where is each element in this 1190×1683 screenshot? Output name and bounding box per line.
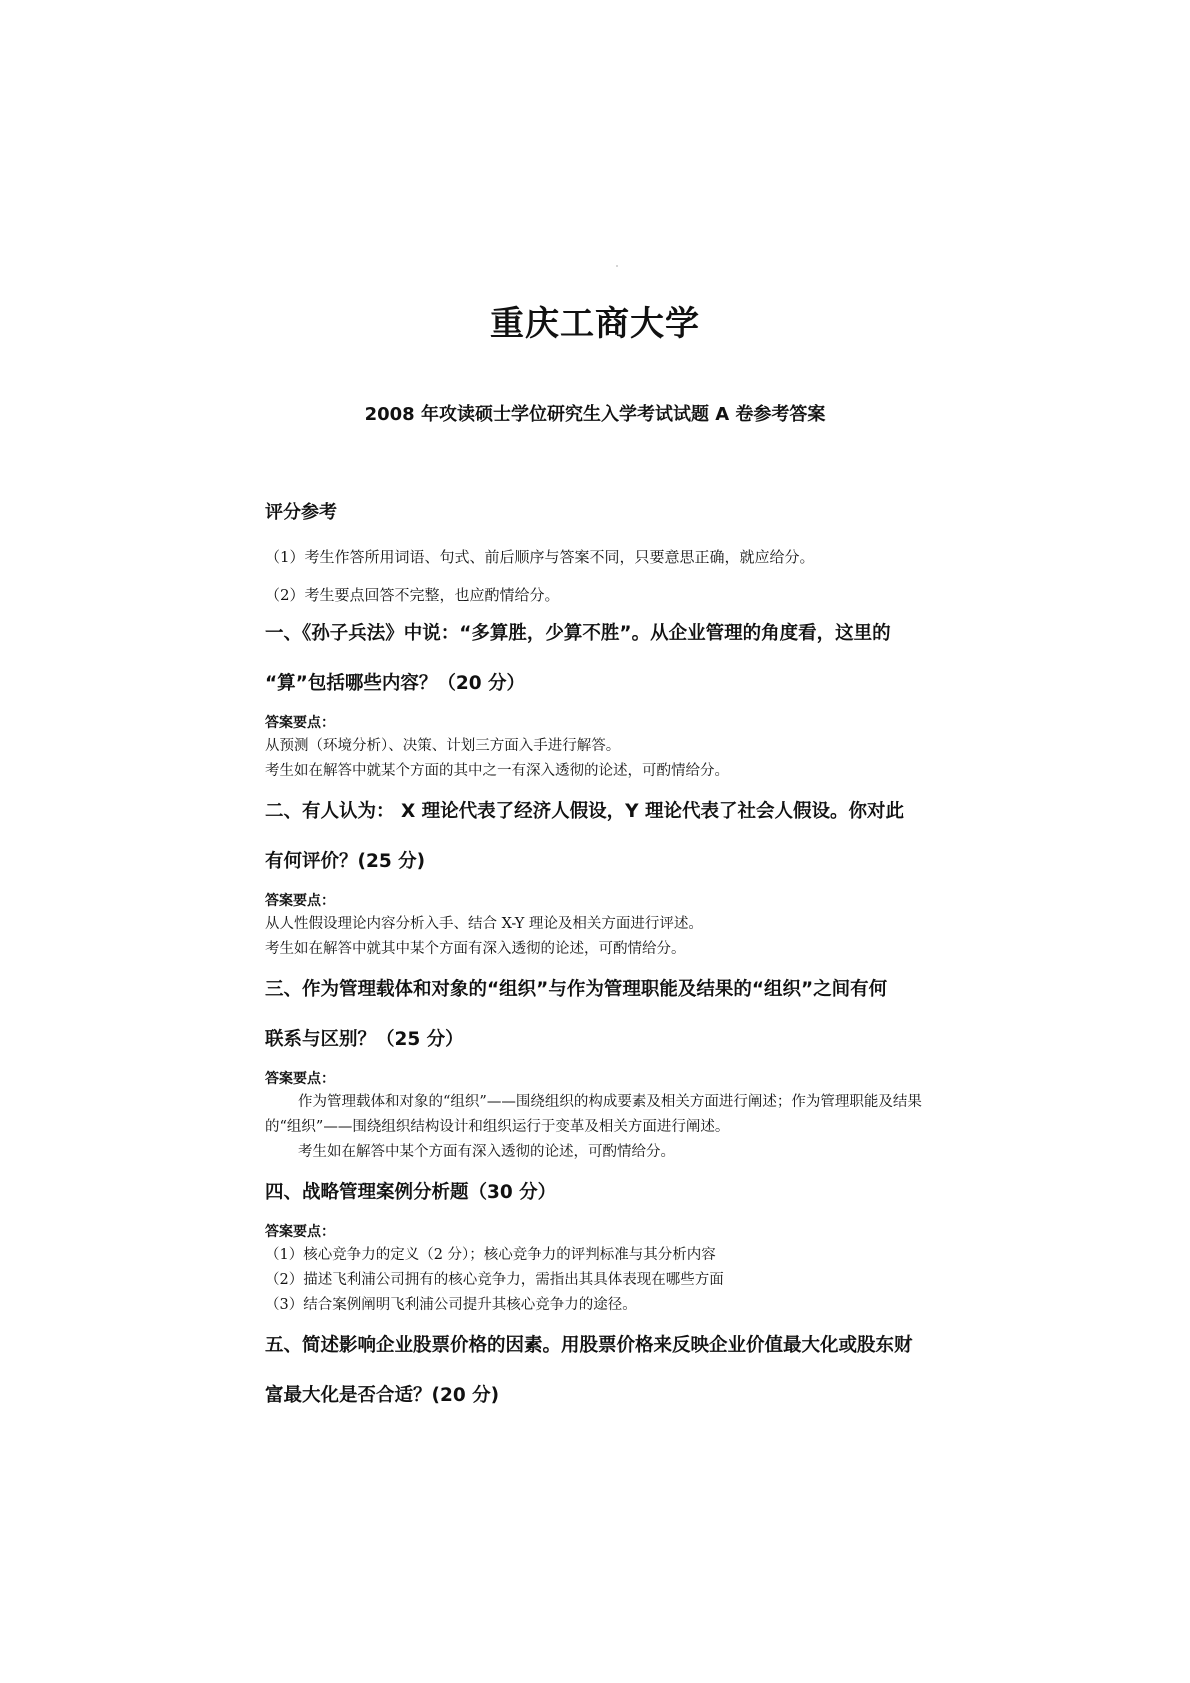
answer-4 xyxy=(265,1221,945,1318)
answer-3 xyxy=(265,1068,945,1165)
question-3-title: 三、作为管理载体和对象的“组织”与作为管理职能及结果的“组织”之间有何 xyxy=(265,979,888,1000)
answer-text: 考生如在解答中某个方面有深入透彻的论述，可酌情给分。 xyxy=(298,1144,675,1160)
question-5-title-cont: 富最大化是否合适？(20 分) xyxy=(265,1385,500,1406)
grading-note: （2）考生要点回答不完整，也应酌情给分。 xyxy=(265,586,560,604)
answer-text: （3）结合案例阐明飞利浦公司提升其核心竞争力的途径。 xyxy=(265,1297,637,1313)
exam-title: 2008 年攻读硕士学位研究生入学考试试题 A 卷参考答案 xyxy=(364,404,826,425)
scan-speck xyxy=(616,265,618,267)
grading-note: （1）考生作答所用词语、句式、前后顺序与答案不同，只要意思正确，就应给分。 xyxy=(265,548,815,566)
answer-label: 答案要点： xyxy=(265,1224,335,1240)
document-body xyxy=(265,498,945,1424)
question-2-title-cont: 有何评价？(25 分) xyxy=(265,851,426,872)
university-title: 重庆工商大学 xyxy=(490,304,700,344)
answer-1 xyxy=(265,712,945,784)
question-1-title-cont: “算”包括哪些内容？（20 分） xyxy=(265,673,526,694)
answer-label: 答案要点： xyxy=(265,893,335,909)
answer-2 xyxy=(265,890,945,962)
answer-text: 从人性假设理论内容分析入手、结合 X-Y 理论及相关方面进行评述。 xyxy=(265,916,703,932)
answer-text: 作为管理载体和对象的“组织”——围绕组织的构成要素及相关方面进行阐述；作为管理职能及结果的“组织”——围绕组织结构设计和组织运行于变革及相关方面进行阐述。 xyxy=(265,1094,922,1135)
question-2-title: 二、有人认为： X 理论代表了经济人假设，Y 理论代表了社会人假设。你对此 xyxy=(265,801,904,822)
question-3-title-cont: 联系与区别？（25 分） xyxy=(265,1029,464,1050)
answer-text: 考生如在解答中就某个方面的其中之一有深入透彻的论述，可酌情给分。 xyxy=(265,763,729,779)
question-5-title: 五、简述影响企业股票价格的因素。用股票价格来反映企业价值最大化或股东财 xyxy=(265,1335,913,1356)
answer-text: （2）描述飞利浦公司拥有的核心竞争力，需指出其具体表现在哪些方面 xyxy=(265,1272,724,1288)
question-1-title: 一、《孙子兵法》中说：“多算胜，少算不胜”。从企业管理的角度看，这里的 xyxy=(265,623,891,644)
grading-heading: 评分参考 xyxy=(265,502,337,523)
answer-text: （1）核心竞争力的定义（2 分）；核心竞争力的评判标准与其分析内容 xyxy=(265,1247,716,1263)
question-4-title: 四、战略管理案例分析题（30 分） xyxy=(265,1182,557,1203)
answer-text: 从预测（环境分析）、决策、计划三方面入手进行解答。 xyxy=(265,738,621,754)
answer-label: 答案要点： xyxy=(265,1071,335,1087)
answer-text: 考生如在解答中就其中某个方面有深入透彻的论述，可酌情给分。 xyxy=(265,941,686,957)
answer-label: 答案要点： xyxy=(265,715,335,731)
